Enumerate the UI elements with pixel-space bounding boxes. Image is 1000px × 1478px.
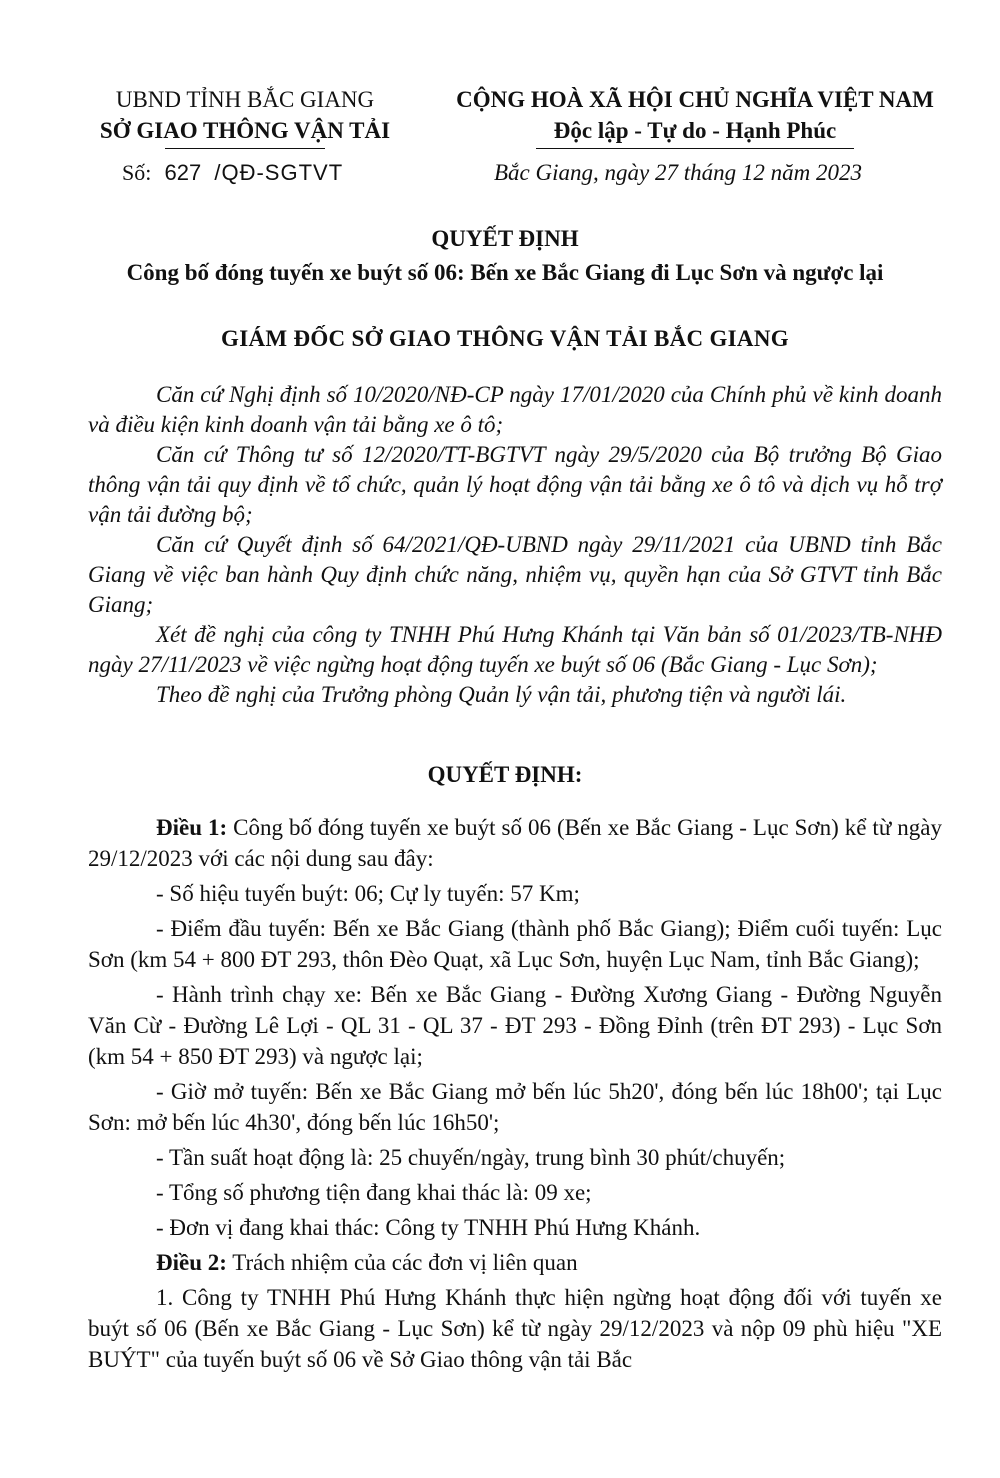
article-1-intro: [88, 812, 942, 874]
number-prefix: Số:: [122, 160, 152, 185]
article-2-intro: [88, 1247, 942, 1278]
national-motto: Độc lập - Tự do - Hạnh Phúc: [553, 118, 837, 143]
document-subject: Công bố đóng tuyến xe buýt số 06: Bến xe Bắc Giang đi Lục Sơn và ngược lại: [126, 260, 884, 285]
article-1-item: - Điểm đầu tuyến: Bến xe Bắc Giang (thành phố Bắc Giang); Điểm cuối tuyến: Lục Sơn (km 54 + 800 ĐT 293, thôn Đèo Quạt, xã Lục Sơn, huyện Lục Nam, tỉnh Bắc Giang);: [88, 916, 942, 972]
article-2-label: Điều 2:: [156, 1250, 227, 1275]
basis-item: Xét đề nghị của công ty TNHH Phú Hưng Khánh tại Văn bản số 01/2023/TB-NHĐ ngày 27/11/2023 về việc ngừng hoạt động tuyến xe buýt số 06 (Bắc Giang - Lục Sơn);: [88, 622, 942, 677]
article-1-item: - Số hiệu tuyến buýt: 06; Cự ly tuyến: 57 Km;: [156, 881, 580, 906]
department-underline: [165, 148, 325, 149]
article-1-item: - Giờ mở tuyến: Bến xe Bắc Giang mở bến lúc 5h20', đóng bến lúc 18h00'; tại Lục Sơn: mở bến lúc 4h30', đóng bến lúc 16h50';: [88, 1079, 942, 1135]
article-2-text: Trách nhiệm của các đơn vị liên quan: [226, 1250, 578, 1275]
legal-basis-section: [88, 380, 942, 710]
number-value: 627: [164, 160, 202, 185]
article-1-item: - Đơn vị đang khai thác: Công ty TNHH Phú Hưng Khánh.: [156, 1215, 701, 1240]
article-1-item: - Hành trình chạy xe: Bến xe Bắc Giang - Đường Xương Giang - Đường Nguyễn Văn Cừ - Đường Lê Lợi - QL 31 - QL 37 - ĐT 293 - Đồng Đỉnh (trên ĐT 293) - Lục Sơn (km 54 + 850 ĐT 293) và ngược lại;: [88, 982, 942, 1069]
number-suffix: /QĐ-SGTVT: [214, 160, 344, 185]
country-name: CỘNG HOÀ XÃ HỘI CHỦ NGHĨA VIỆT NAM: [456, 87, 934, 112]
province-committee-name: UBND TỈNH BẮC GIANG: [115, 87, 375, 112]
article-1-text: Công bố đóng tuyến xe buýt số 06 (Bến xe Bắc Giang - Lục Sơn) kể từ ngày 29/12/2023 với các nội dung sau đây:: [88, 815, 942, 871]
issue-date: Bắc Giang, ngày 27 tháng 12 năm 2023: [494, 160, 862, 185]
department-name: SỞ GIAO THÔNG VẬN TẢI: [99, 118, 391, 143]
document-number: [122, 160, 343, 186]
issuing-authority: GIÁM ĐỐC SỞ GIAO THÔNG VẬN TẢI BẮC GIANG: [221, 326, 789, 351]
article-1-label: Điều 1:: [156, 815, 228, 840]
basis-item: Theo đề nghị của Trưởng phòng Quản lý vận tải, phương tiện và người lái.: [156, 682, 847, 707]
decision-heading: QUYẾT ĐỊNH:: [427, 762, 583, 787]
document-title: QUYẾT ĐỊNH: [431, 226, 579, 251]
basis-item: Căn cứ Quyết định số 64/2021/QĐ-UBND ngày 29/11/2021 của UBND tỉnh Bắc Giang về việc ban hành Quy định chức năng, nhiệm vụ, quyền hạn của Sở GTVT tỉnh Bắc Giang;: [88, 532, 942, 617]
article-2-item: 1. Công ty TNHH Phú Hưng Khánh thực hiện ngừng hoạt động đối với tuyến xe buýt số 06 (Bến xe Bắc Giang - Lục Sơn) kể từ ngày 29/12/2023 và nộp 09 phù hiệu "XE BUÝT" của tuyến buýt số 06 về Sở Giao thông vận tải Bắc: [88, 1285, 942, 1372]
national-motto-block: [425, 84, 965, 149]
issuing-agency-block: [60, 84, 430, 149]
articles-section: [88, 812, 942, 1379]
basis-item: Căn cứ Thông tư số 12/2020/TT-BGTVT ngày 29/5/2020 của Bộ trưởng Bộ Giao thông vận tải quy định về tổ chức, quản lý hoạt động vận tải bằng xe ô tô và dịch vụ hỗ trợ vận tải đường bộ;: [88, 442, 942, 527]
article-1-item: - Tần suất hoạt động là: 25 chuyến/ngày, trung bình 30 phút/chuyến;: [156, 1145, 786, 1170]
basis-item: Căn cứ Nghị định số 10/2020/NĐ-CP ngày 17/01/2020 của Chính phủ về kinh doanh và điều kiện kinh doanh vận tải bằng xe ô tô;: [88, 382, 942, 437]
motto-underline: [536, 148, 854, 149]
article-1-item: - Tổng số phương tiện đang khai thác là: 09 xe;: [156, 1180, 592, 1205]
